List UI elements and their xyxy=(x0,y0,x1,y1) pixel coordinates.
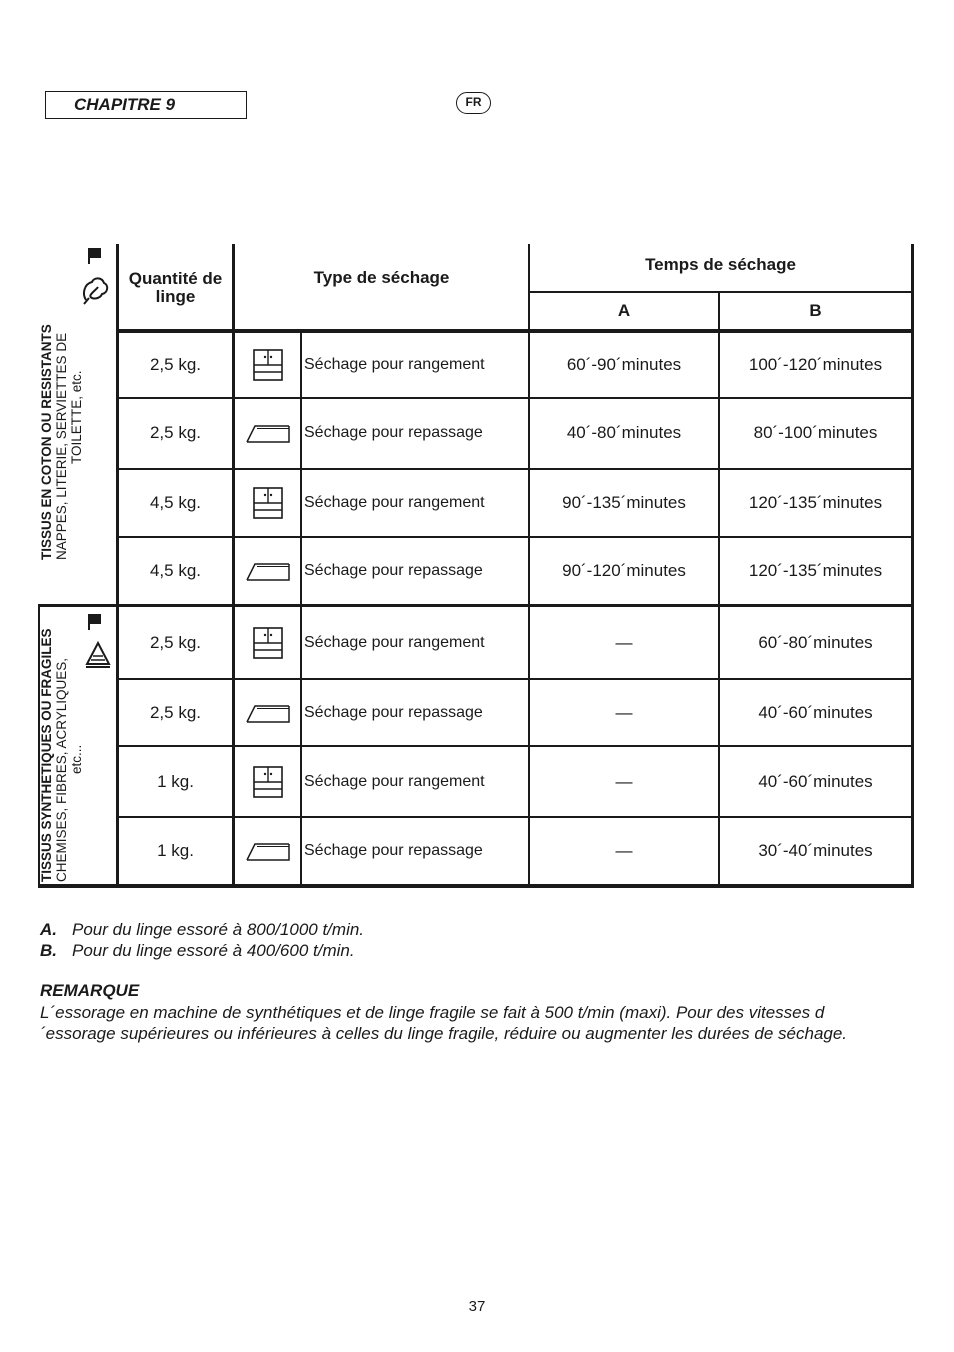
cotton-flower-icon xyxy=(80,274,110,306)
column-header-b: B xyxy=(809,301,822,320)
cell-type-icon xyxy=(235,333,300,397)
iron-icon xyxy=(245,421,291,445)
flag-icon xyxy=(86,612,104,632)
cell-quantity: 1 kg. xyxy=(157,841,194,860)
iron-icon xyxy=(245,701,291,725)
note-a xyxy=(40,919,364,940)
cell-time-b: 40´-60´minutes xyxy=(758,771,873,791)
cell-time-a: 90´-120´minutes xyxy=(562,561,686,580)
cell-type-icon xyxy=(235,607,300,678)
iron-icon xyxy=(245,559,291,583)
cell-type: Séchage pour repassage xyxy=(304,842,483,859)
language-badge: FR xyxy=(456,92,491,114)
cell-type: Séchage pour repassage xyxy=(304,562,483,579)
cell-quantity: 1 kg. xyxy=(157,771,194,791)
cell-type: Séchage pour repassage xyxy=(304,703,483,721)
cell-quantity: 4,5 kg. xyxy=(149,493,202,512)
cell-time-a: — xyxy=(615,841,633,860)
cell-time-b: 30´-40´minutes xyxy=(758,841,873,860)
cell-type: Séchage pour repassage xyxy=(304,424,483,441)
cell-type-icon xyxy=(235,747,300,816)
note-b-letter: B. xyxy=(40,941,57,960)
cell-type: Séchage pour rangement xyxy=(304,633,485,651)
fragile-triangle-icon xyxy=(84,640,112,670)
cell-time-b: 120´-135´minutes xyxy=(748,493,883,512)
group-cotton-title: TISSUS EN COTON OU RESISTANTS xyxy=(39,324,54,560)
cupboard-icon xyxy=(253,349,283,381)
cell-quantity: 2,5 kg. xyxy=(149,632,202,652)
remark-text: L´essorage en machine de synthétiques et de linge fragile se fait à 500 t/min (maxi). Pour des vitesses d´essorage supérieures ou inférieures à celles du linge fragile, réduire ou augmenter les durées de séchage. xyxy=(40,1003,848,1043)
chapter-title: CHAPITRE 9 xyxy=(45,91,247,119)
remark-title: REMARQUE xyxy=(40,981,140,1000)
note-b xyxy=(40,940,355,961)
column-header-type: Type de séchage xyxy=(313,268,450,287)
cupboard-icon xyxy=(253,487,283,519)
group-cotton-subtitle-1: NAPPES, LITERIE, SERVIETTES DE xyxy=(54,332,69,560)
cell-time-b: 40´-60´minutes xyxy=(758,702,873,722)
cell-time-a: 60´-90´minutes xyxy=(566,355,682,374)
cell-quantity: 2,5 kg. xyxy=(149,423,202,442)
cell-time-b: 60´-80´minutes xyxy=(758,632,873,652)
flag-icon xyxy=(86,246,104,266)
cell-time-a: — xyxy=(615,771,633,791)
cupboard-icon xyxy=(253,766,283,798)
cupboard-icon xyxy=(253,627,283,659)
cell-type-icon xyxy=(235,818,300,884)
cell-type: Séchage pour rangement xyxy=(304,772,485,790)
cell-quantity: 2,5 kg. xyxy=(149,355,202,374)
cell-time-a: 90´-135´minutes xyxy=(562,493,686,512)
cell-type-icon xyxy=(235,470,300,536)
cell-time-b: 100´-120´minutes xyxy=(748,355,883,374)
group-cotton-subtitle-2: TOILETTE, etc. xyxy=(69,370,84,464)
group-synthetic-label xyxy=(39,628,84,882)
cell-type: Séchage pour rangement xyxy=(304,356,485,373)
note-a-text: Pour du linge essoré à 800/1000 t/min. xyxy=(72,920,365,939)
column-header-a: A xyxy=(617,301,631,320)
cell-time-a: 40´-80´minutes xyxy=(566,423,682,442)
cell-time-b: 120´-135´minutes xyxy=(748,561,883,580)
group-synthetic-title: TISSUS SYNTHETIQUES OU FRAGILES xyxy=(39,628,54,882)
column-header-quantity: Quantité de linge xyxy=(128,268,223,306)
note-a-letter: A. xyxy=(40,920,57,939)
cell-time-a: — xyxy=(615,702,633,722)
group-synthetic-subtitle-2: etc... xyxy=(69,744,84,774)
cell-time-b: 80´-100´minutes xyxy=(753,423,878,442)
page-number: 37 xyxy=(468,1298,486,1315)
cell-quantity: 2,5 kg. xyxy=(149,702,202,722)
cell-type: Séchage pour rangement xyxy=(304,494,485,511)
group-cotton-label xyxy=(39,324,84,560)
cell-quantity: 4,5 kg. xyxy=(149,561,202,580)
note-b-text: Pour du linge essoré à 400/600 t/min. xyxy=(72,941,355,960)
column-header-time: Temps de séchage xyxy=(645,255,796,274)
cell-type-icon xyxy=(235,538,300,604)
iron-icon xyxy=(245,839,291,863)
cell-time-a: — xyxy=(615,632,633,652)
cell-type-icon xyxy=(235,680,300,745)
group-synthetic-subtitle-1: CHEMISES, FIBRES, ACRYLIQUES, xyxy=(54,657,69,882)
cell-type-icon xyxy=(235,398,300,468)
